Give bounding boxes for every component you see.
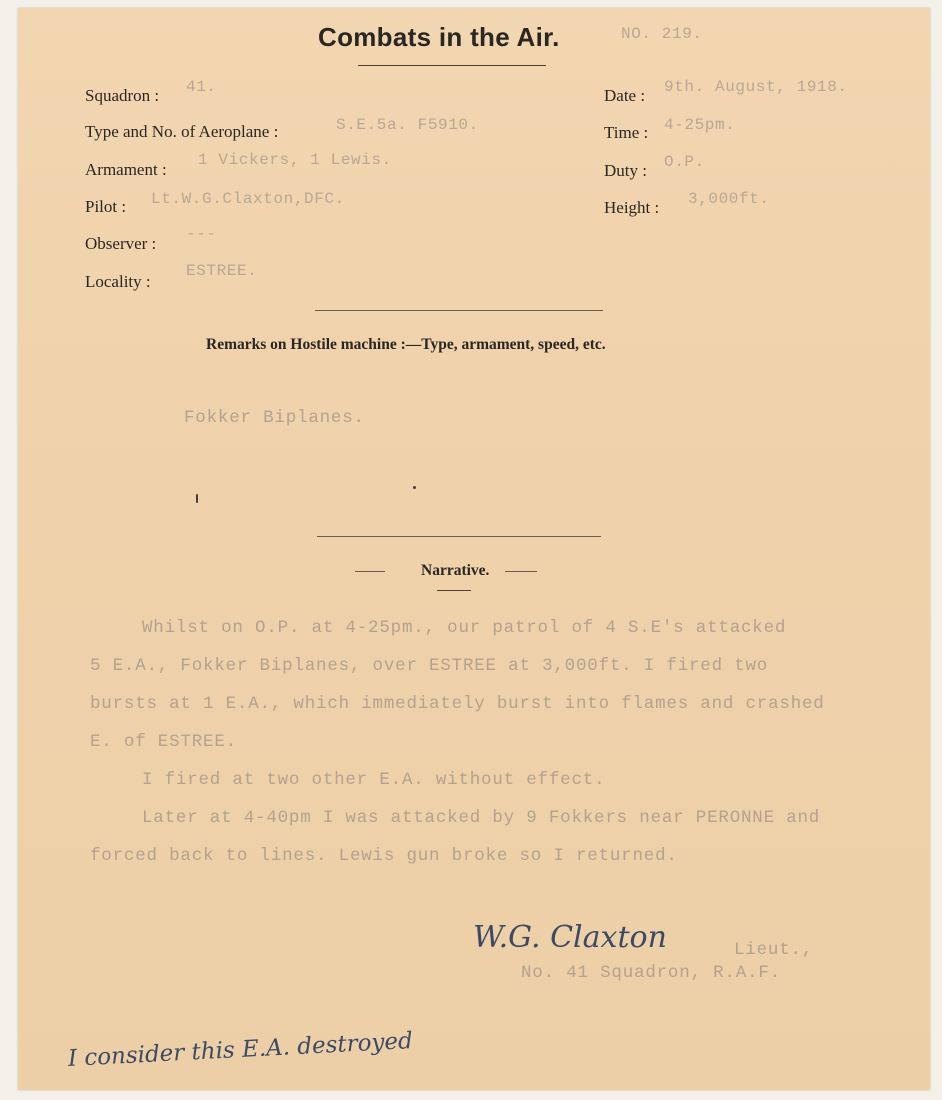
height-value: 3,000ft. [688,190,770,208]
time-value: 4-25pm. [664,116,736,134]
section-divider [317,536,601,537]
report-sheet [18,8,930,1090]
duty-label: Duty : [604,161,647,180]
locality-label: Locality : [85,272,151,291]
duty-value: O.P. [664,153,705,171]
page-title: Combats in the Air. [318,22,560,52]
ink-mark [196,494,198,503]
narrative-dash-right [505,571,537,572]
height-label: Height : [604,198,660,217]
narrative-line: E. of ESTREE. [90,732,237,752]
narrative-dash-left [355,571,385,572]
title-underline [358,65,546,66]
handwritten-annotation: I consider this E.A. destroyed [67,1027,414,1072]
narrative-line: I fired at two other E.A. without effect. [142,770,606,790]
observer-label: Observer : [85,234,157,253]
date-value: 9th. August, 1918. [664,78,848,96]
aeroplane-label: Type and No. of Aeroplane : [85,122,279,141]
section-divider [315,310,603,311]
narrative-line: bursts at 1 E.A., which immediately burst into flames and crashed [90,694,825,714]
remarks-text: Fokker Biplanes. [184,408,365,428]
narrative-line: Whilst on O.P. at 4-25pm., our patrol of 4 S.E's attacked [142,618,787,638]
locality-value: ESTREE. [186,262,258,280]
report-number: NO. 219. [621,25,703,43]
ink-dot [413,486,416,489]
narrative-line: forced back to lines. Lewis gun broke so I returned. [90,846,678,866]
narrative-heading: Narrative. [421,562,490,579]
observer-value: --- [186,225,217,243]
date-label: Date : [604,86,646,105]
squadron-value: 41. [186,78,217,96]
signature-rank: Lieut., [734,940,814,960]
signature-unit: No. 41 Squadron, R.A.F. [521,963,781,983]
remarks-heading: Remarks on Hostile machine :—Type, armament, speed, etc. [206,336,606,353]
narrative-line: 5 E.A., Fokker Biplanes, over ESTREE at 3,000ft. I fired two [90,656,769,676]
armament-value: 1 Vickers, 1 Lewis. [198,151,392,169]
pilot-value: Lt.W.G.Claxton,DFC. [151,190,345,208]
pilot-label: Pilot : [85,197,127,216]
pilot-signature: W.G. Claxton [473,920,667,955]
narrative-line: Later at 4-40pm I was attacked by 9 Fokkers near PERONNE and [142,808,821,828]
squadron-label: Squadron : [85,86,160,105]
aeroplane-value: S.E.5a. F5910. [336,116,479,134]
narrative-underline [437,590,471,591]
armament-label: Armament : [85,160,167,179]
time-label: Time : [604,123,649,142]
